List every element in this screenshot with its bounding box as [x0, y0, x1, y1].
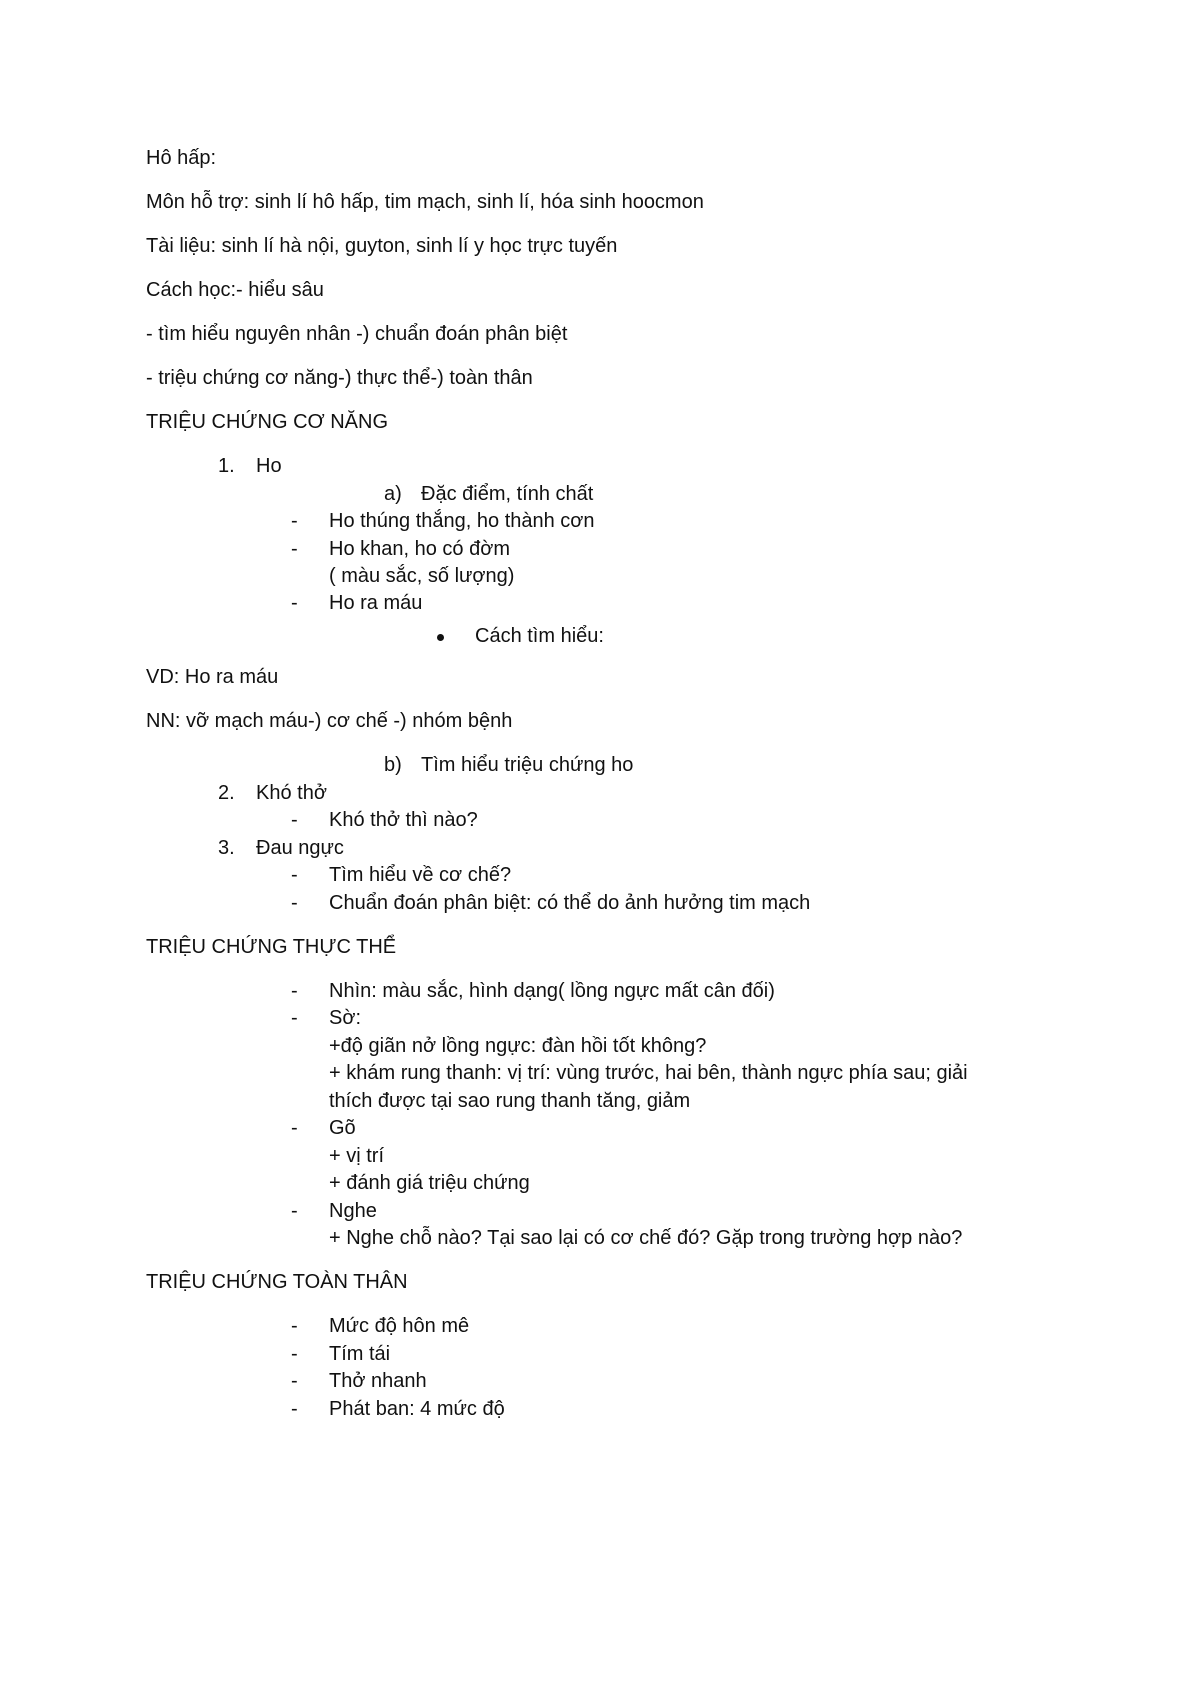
list-item: Phát ban: 4 mức độ — [329, 1398, 505, 1420]
list-item: Sờ: — [329, 1007, 362, 1029]
list-item: Thở nhanh — [329, 1370, 427, 1392]
list-number: 1. — [218, 455, 235, 477]
example-line: VD: Ho ra máu — [146, 666, 279, 688]
list-item: Gõ — [329, 1117, 356, 1139]
sub-item-marker: a) — [384, 483, 402, 505]
dash-marker: - — [291, 538, 298, 560]
document-title: Hô hấp: — [146, 147, 217, 169]
symptom-dyspnea: Khó thở — [256, 782, 327, 804]
section-heading-systemic: TRIỆU CHỨNG TOÀN THÂN — [146, 1271, 408, 1293]
dash-marker: - — [291, 1315, 298, 1337]
symptom-chest-pain: Đau ngực — [256, 837, 344, 859]
dash-marker: - — [291, 809, 298, 831]
sub-item-marker: b) — [384, 754, 402, 776]
dash-marker: - — [291, 1117, 298, 1139]
dash-marker: - — [291, 510, 298, 532]
list-item: Cách tìm hiểu: — [475, 625, 604, 647]
list-number: 3. — [218, 837, 235, 859]
list-number: 2. — [218, 782, 235, 804]
dash-marker: - — [291, 1007, 298, 1029]
list-item: Nhìn: màu sắc, hình dạng( lồng ngực mất cân đối) — [329, 980, 775, 1002]
list-item-continuation: + khám rung thanh: vị trí: vùng trước, hai bên, thành ngực phía sau; giải — [329, 1062, 968, 1084]
list-item-continuation: + Nghe chỗ nào? Tại sao lại có cơ chế đó? Gặp trong trường hợp nào? — [329, 1227, 963, 1249]
list-item: Ho ra máu — [329, 592, 423, 614]
dash-marker: - — [291, 892, 298, 914]
symptom-cough: Ho — [256, 455, 282, 477]
list-item-continuation: ( màu sắc, số lượng) — [329, 565, 515, 587]
dash-marker: - — [291, 864, 298, 886]
dash-marker: - — [291, 592, 298, 614]
section-heading-functional: TRIỆU CHỨNG CƠ NĂNG — [146, 411, 389, 433]
list-item-continuation: + đánh giá triệu chứng — [329, 1172, 530, 1194]
list-item: Nghe — [329, 1200, 377, 1222]
list-item: Khó thở thì nào? — [329, 809, 478, 831]
dash-marker: - — [291, 1398, 298, 1420]
method-step-line: - triệu chứng cơ năng-) thực thể-) toàn thân — [146, 367, 533, 389]
materials-line: Tài liệu: sinh lí hà nội, guyton, sinh lí y học trực tuyến — [146, 235, 618, 257]
list-item: Tím tái — [329, 1343, 391, 1365]
list-item: Ho thúng thắng, ho thành cơn — [329, 510, 595, 532]
list-item-continuation: thích được tại sao rung thanh tăng, giảm — [329, 1090, 691, 1112]
cause-line: NN: vỡ mạch máu-) cơ chế -) nhóm bệnh — [146, 710, 513, 732]
dash-marker: - — [291, 1343, 298, 1365]
sub-item-characteristics: Đặc điểm, tính chất — [421, 483, 594, 505]
method-line: Cách học:- hiểu sâu — [146, 279, 324, 301]
bullet-dot — [437, 634, 444, 641]
method-step-line: - tìm hiểu nguyên nhân -) chuẩn đoán phân biệt — [146, 323, 568, 345]
list-item: Tìm hiểu về cơ chế? — [329, 864, 512, 886]
list-item: Ho khan, ho có đờm — [329, 538, 510, 560]
list-item-continuation: +độ giãn nở lồng ngực: đàn hồi tốt không? — [329, 1035, 707, 1057]
list-item-continuation: + vị trí — [329, 1145, 385, 1167]
list-item: Mức độ hôn mê — [329, 1315, 470, 1337]
list-item: Chuẩn đoán phân biệt: có thể do ảnh hưởng tim mạch — [329, 892, 811, 914]
dash-marker: - — [291, 1200, 298, 1222]
dash-marker: - — [291, 1370, 298, 1392]
section-heading-physical: TRIỆU CHỨNG THỰC THỂ — [146, 936, 397, 958]
sub-item-cough-study: Tìm hiểu triệu chứng ho — [421, 754, 634, 776]
dash-marker: - — [291, 980, 298, 1002]
subjects-line: Môn hỗ trợ: sinh lí hô hấp, tim mạch, sinh lí, hóa sinh hoocmon — [146, 191, 704, 213]
